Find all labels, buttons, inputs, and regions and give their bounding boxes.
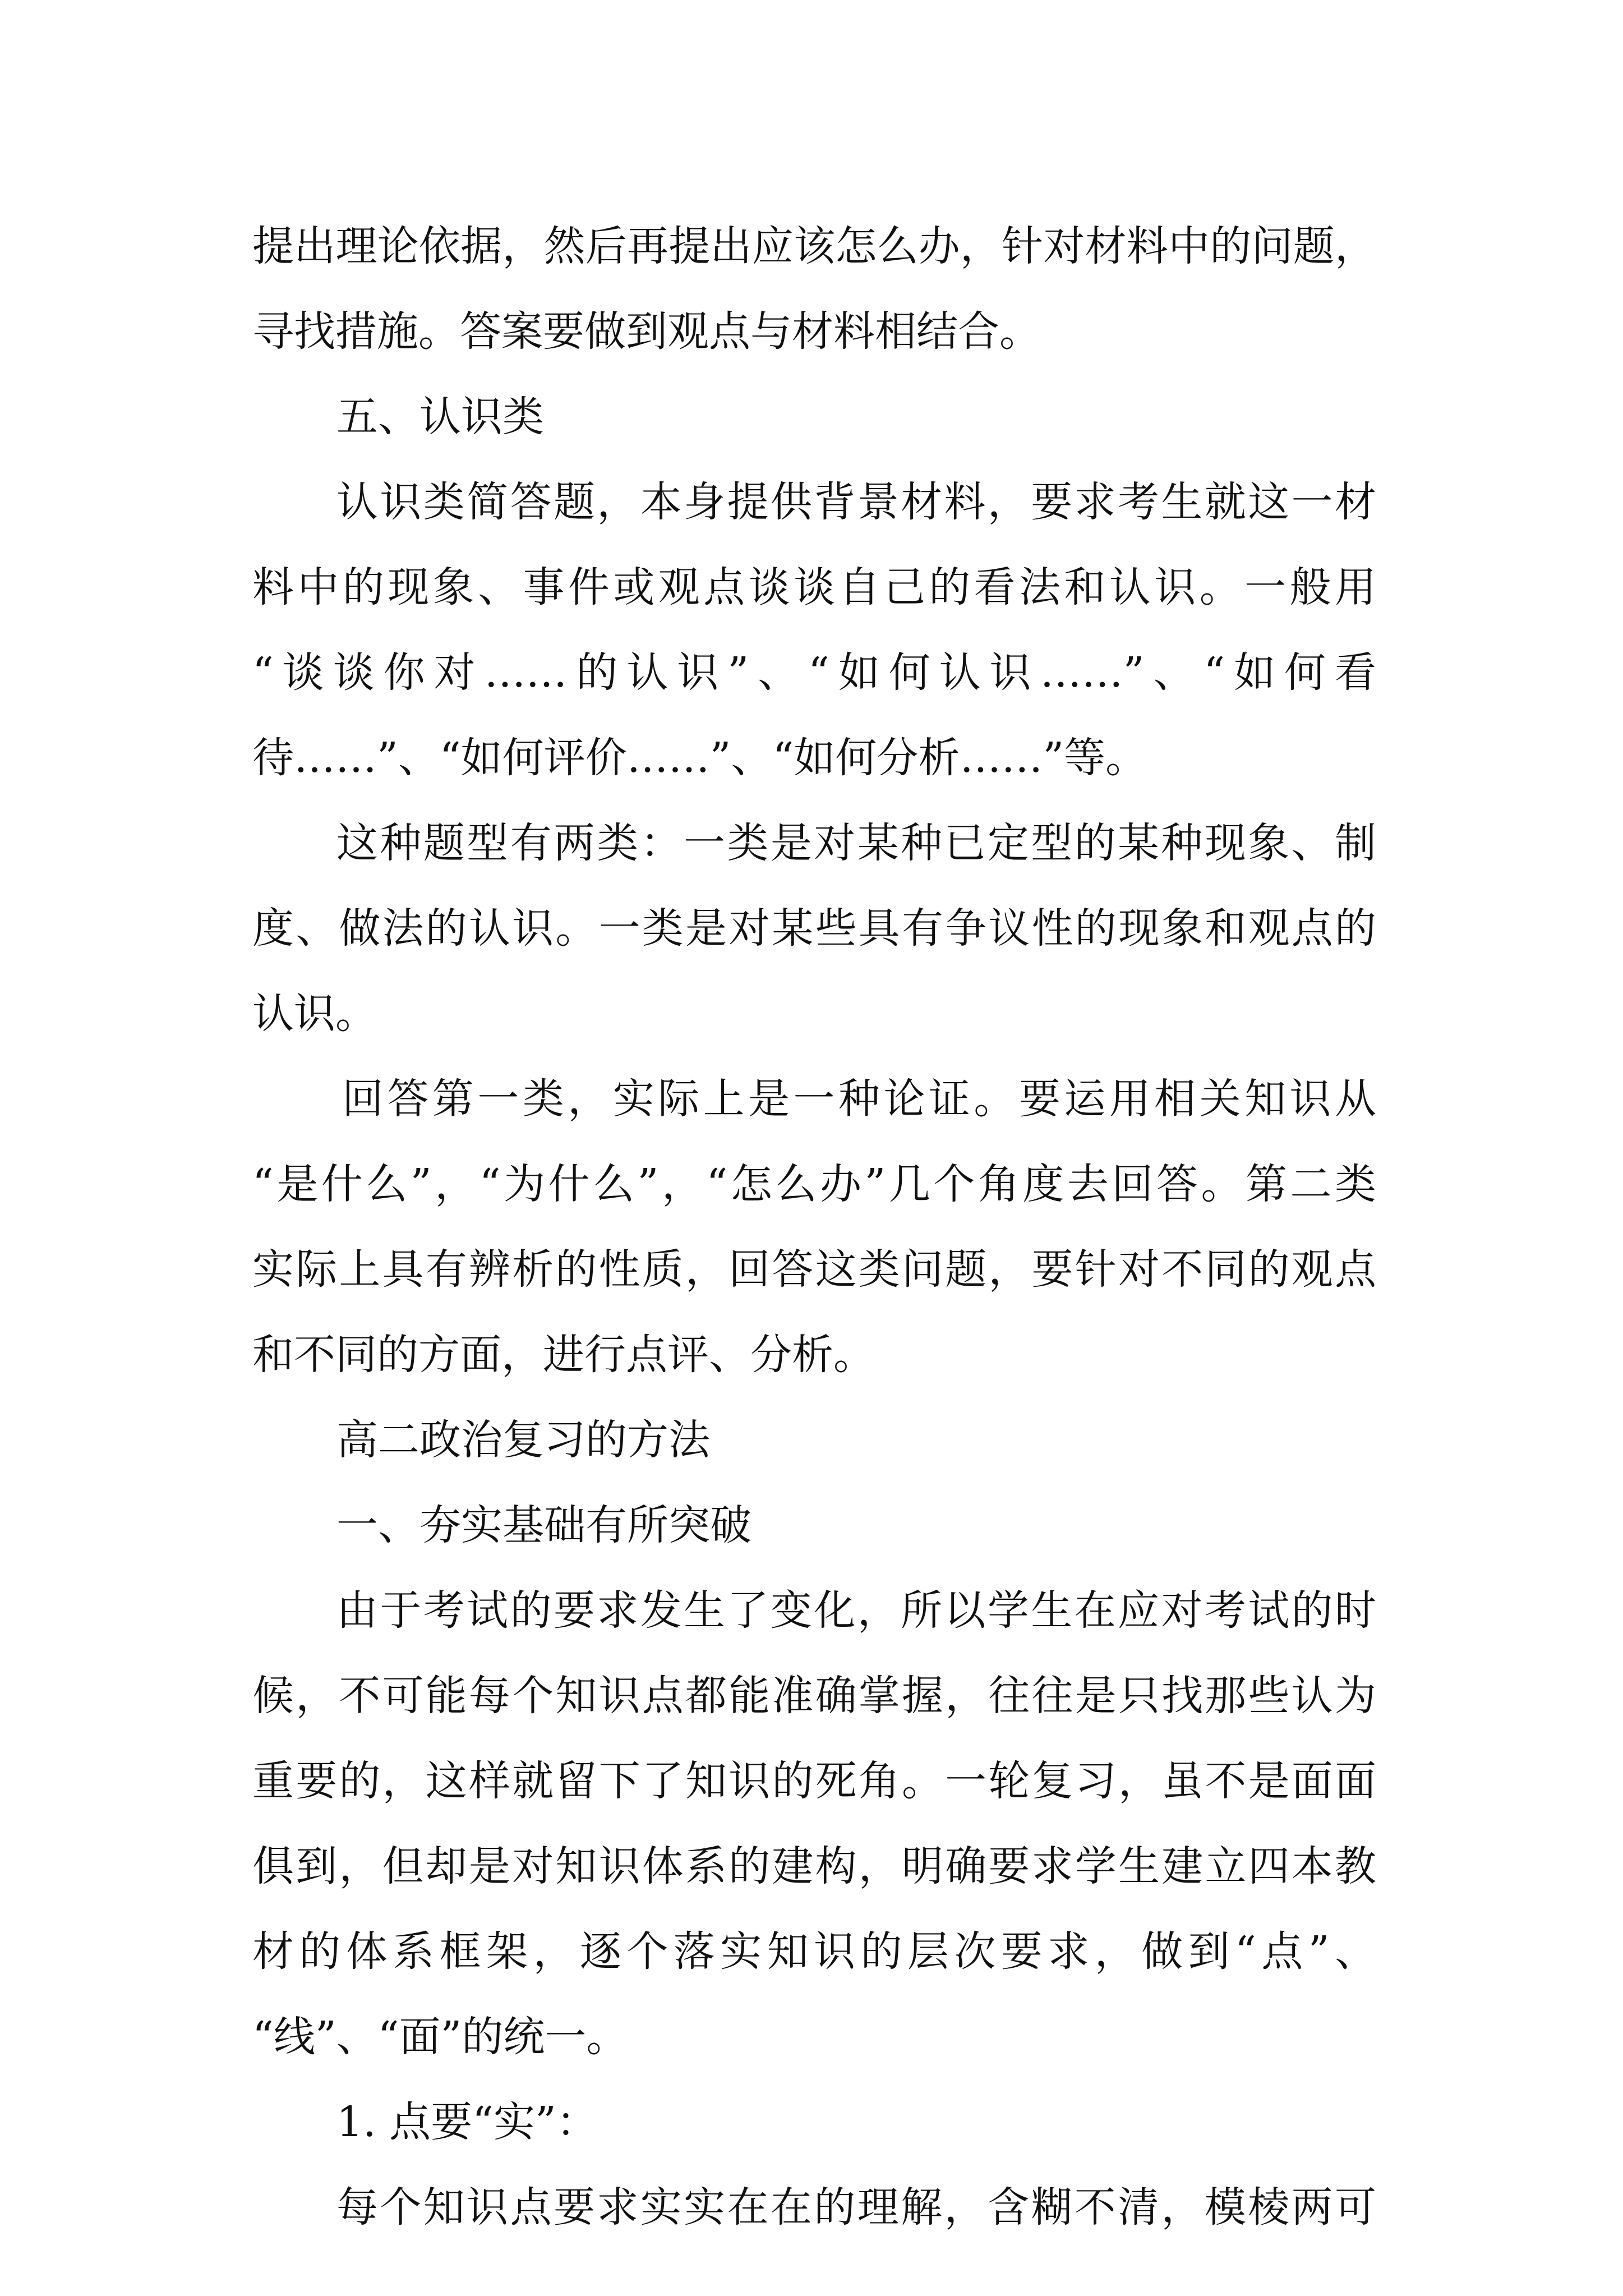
body-text-line: 认识类简答题，本身提供背景材料，要求考生就这一材 xyxy=(336,478,1376,526)
section-heading: 高二政治复习的方法 xyxy=(336,1416,710,1464)
body-text-line: 料中的现象、事件或观点谈谈自己的看法和认识。一般用 xyxy=(252,563,1376,611)
body-text-line: 候，不可能每个知识点都能准确掌握，往往是只找那些认为 xyxy=(252,1672,1376,1720)
body-text-line: 待……”、“如何评价……”、“如何分析……”等。 xyxy=(252,734,1147,782)
body-text-line: 寻找措施。答案要做到观点与材料相结合。 xyxy=(252,307,1041,356)
section-heading: 五、认识类 xyxy=(336,393,544,441)
body-text-line: “是什么”，“为什么”，“怎么办”几个角度去回答。第二类 xyxy=(252,1160,1376,1208)
body-text-line: 和不同的方面，进行点评、分析。 xyxy=(252,1331,875,1379)
body-text-line: 认识。 xyxy=(252,990,377,1038)
section-heading: 一、夯实基础有所突破 xyxy=(336,1501,751,1549)
body-text-line: 由于考试的要求发生了变化，所以学生在应对考试的时 xyxy=(336,1586,1376,1635)
body-text-line: 材的体系框架，逐个落实知识的层次要求，做到“点”、 xyxy=(252,1927,1376,1976)
body-text-line: 回答第一类，实际上是一种论证。要运用相关知识从 xyxy=(342,1075,1376,1123)
body-text-line: “线”、“面”的统一。 xyxy=(252,2013,628,2061)
body-text-line: 俱到，但却是对知识体系的建构，明确要求学生建立四本教 xyxy=(252,1842,1376,1890)
body-text-line: 度、做法的认识。一类是对某些具有争议性的现象和观点的 xyxy=(252,904,1376,953)
subsection-heading: 1. 点要“实”： xyxy=(336,2098,598,2146)
body-text-line: 这种题型有两类：一类是对某种已定型的某种现象、制 xyxy=(336,819,1376,867)
body-text-line: 实际上具有辨析的性质，回答这类问题，要针对不同的观点 xyxy=(252,1245,1376,1294)
body-text-line: 提出理论依据，然后再提出应该怎么办，针对材料中的问题， xyxy=(252,222,1376,270)
body-text-line: 每个知识点要求实实在在的理解，含糊不清，模棱两可 xyxy=(336,2183,1376,2231)
body-text-line: “谈谈你对……的认识”、“如何认识……”、“如何看 xyxy=(252,648,1376,697)
body-text-line: 重要的，这样就留下了知识的死角。一轮复习，虽不是面面 xyxy=(252,1757,1376,1805)
